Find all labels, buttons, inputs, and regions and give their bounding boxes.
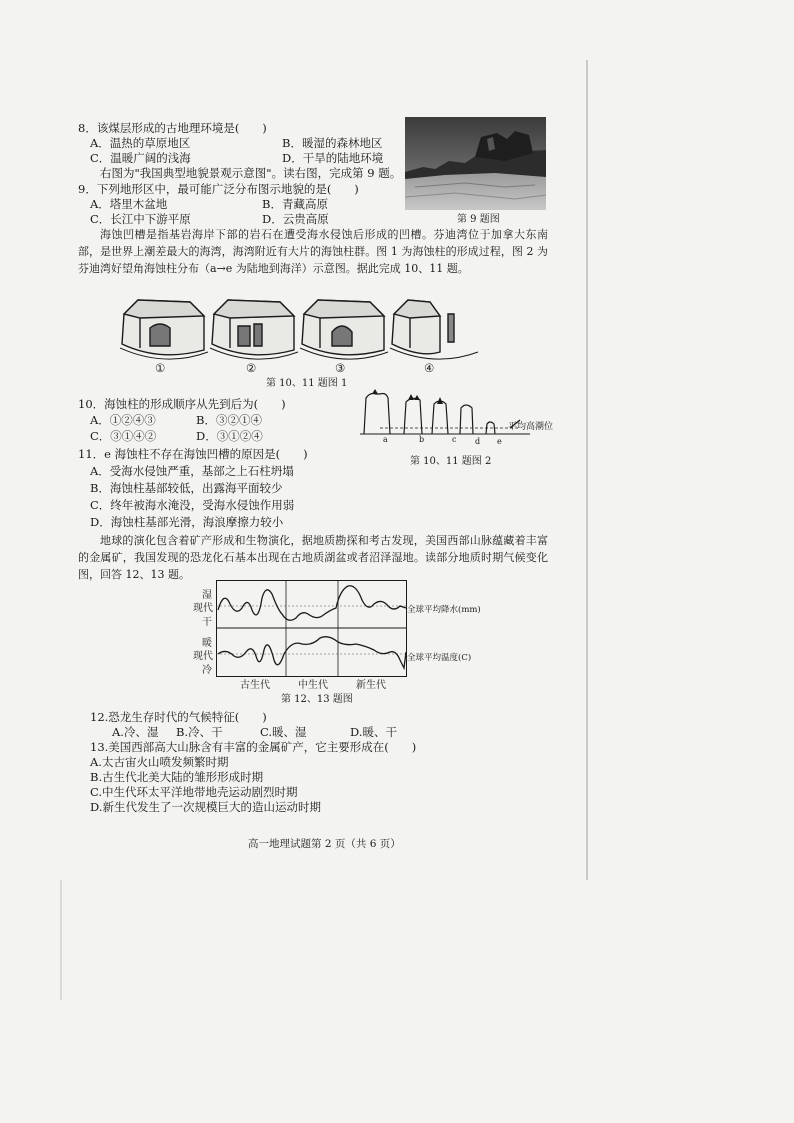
q11-option-c: C．终年被海水淹没，受海水侵蚀作用弱	[90, 498, 295, 512]
fig1-label-1: ①	[155, 361, 166, 375]
q13-option-d: D.新生代发生了一次规模巨大的造山运动时期	[90, 800, 321, 814]
q10-option-a: A．①②④③	[90, 413, 156, 427]
chart-label-modern-top: 现代	[193, 603, 213, 614]
climate-change-chart	[216, 580, 408, 678]
chart-caption: 第 12、13 题图	[281, 694, 353, 705]
fig2-letter-a: a	[383, 435, 388, 444]
fig1-label-3: ③	[335, 361, 346, 375]
fig9-caption: 第 9 题图	[457, 214, 500, 225]
q11-stem: 11．e 海蚀柱不存在海蚀凹槽的原因是( )	[78, 447, 308, 461]
q12-stem: 12.恐龙生存时代的气候特征( )	[90, 710, 267, 724]
q8-option-a: A．温热的草原地区	[90, 136, 191, 150]
chart-label-wet: 湿	[202, 590, 212, 601]
stage-2-block	[210, 300, 298, 359]
chart-series-temperature: 全球平均温度(C)	[407, 653, 472, 663]
q11-option-d: D．海蚀柱基部光滑，海浪摩擦力较小	[90, 515, 284, 529]
q13-option-a: A.太古宙火山喷发频繁时期	[90, 755, 229, 769]
q12-option-a: A.冷、湿	[112, 725, 159, 739]
chart-label-modern-bottom: 现代	[193, 651, 213, 662]
q8-option-c: C．温暖广阔的浅海	[90, 151, 191, 165]
fig2-tide-label: 平均高潮位	[508, 422, 554, 432]
q10-stem: 10．海蚀柱的形成顺序从先到后为( )	[78, 397, 286, 411]
stage-3-block	[300, 300, 388, 359]
q13-option-c: C.中生代环太平洋地带地壳运动剧烈时期	[90, 785, 298, 799]
page-fold-shadow	[586, 60, 588, 880]
chart-label-dry: 干	[202, 617, 212, 628]
q8-stem: 8．该煤层形成的古地理环境是( )	[78, 121, 267, 135]
fig1-caption: 第 10、11 题图 1	[266, 378, 348, 389]
chart-era-cenozoic: 新生代	[356, 680, 386, 691]
passage-10-11: 海蚀凹槽是指基岩海岸下部的岩石在遭受海水侵蚀后形成的凹槽。芬迪湾位于加拿大东南部，是世界上潮差最大的海湾，海湾附近有大片的海蚀柱群。图 1 为海蚀柱的形成过程，图 2 为芬迪湾好望角海蚀柱分布（a→e 为陆地到海洋）示意图。据此完成 10、11 题。	[78, 228, 548, 275]
q9-option-a: A．塔里木盆地	[90, 197, 168, 211]
fig1-label-4: ④	[424, 361, 435, 375]
q9-option-b: B．青藏高原	[262, 197, 328, 211]
passage-12-13: 地球的演化包含着矿产形成和生物演化，据地质勘探和考古发现，美国西部山脉蕴藏着丰富的金属矿，我国发现的恐龙化石基本出现在古地质湖盆或者沼泽湿地。读部分地质时期气候变化图，回答 12、13 题。	[78, 534, 548, 581]
temperature-curve	[218, 637, 406, 668]
q9-stem: 9．下列地形区中，最可能广泛分布图示地貌的是( )	[78, 182, 359, 196]
fig2-caption: 第 10、11 题图 2	[410, 456, 492, 467]
q9-option-c: C．长江中下游平原	[90, 212, 191, 226]
stage-4-block	[390, 300, 478, 359]
fig2-letter-b: b	[419, 435, 425, 444]
precipitation-curve	[218, 586, 406, 620]
chart-era-paleozoic: 古生代	[240, 680, 270, 691]
stage-1-block	[120, 300, 208, 359]
q10-option-d: D．③①②④	[196, 429, 263, 443]
q10-option-c: C．③①④②	[90, 429, 157, 443]
landform-photo	[405, 117, 546, 210]
q11-option-a: A．受海水侵蚀严重，基部之上石柱坍塌	[90, 464, 294, 478]
q12-option-c: C.暖、湿	[260, 725, 307, 739]
page-fold-shadow-lower	[60, 880, 62, 1000]
q13-stem: 13.美国西部高大山脉含有丰富的金属矿产，它主要形成在( )	[90, 740, 417, 754]
q11-option-b: B．海蚀柱基部较低，出露海平面较少	[90, 481, 283, 495]
q13-option-b: B.古生代北美大陆的雏形形成时期	[90, 770, 264, 784]
q8-option-d: D．干旱的陆地环境	[282, 151, 384, 165]
fig2-letter-d: d	[475, 437, 481, 446]
fig2-letter-e: e	[497, 437, 502, 446]
chart-series-precipitation: 全球平均降水(mm)	[407, 605, 481, 615]
chart-label-cold: 冷	[202, 665, 212, 676]
q12-option-d: D.暖、干	[350, 725, 397, 739]
q12-option-b: B.冷、干	[176, 725, 223, 739]
q9-option-d: D．云贵高原	[262, 212, 329, 226]
page-footer: 高一地理试题第 2 页（共 6 页）	[248, 838, 401, 850]
q10-option-b: B．③②①④	[196, 413, 262, 427]
q8-option-b: B．暖湿的森林地区	[282, 136, 383, 150]
chart-label-warm: 暖	[202, 638, 212, 649]
intro-q9: 右图为"我国典型地貌景观示意图"。读右图，完成第 9 题。	[100, 166, 402, 180]
fig1-label-2: ②	[246, 361, 257, 375]
fig2-letter-c: c	[452, 435, 457, 444]
chart-era-mesozoic: 中生代	[298, 680, 328, 691]
